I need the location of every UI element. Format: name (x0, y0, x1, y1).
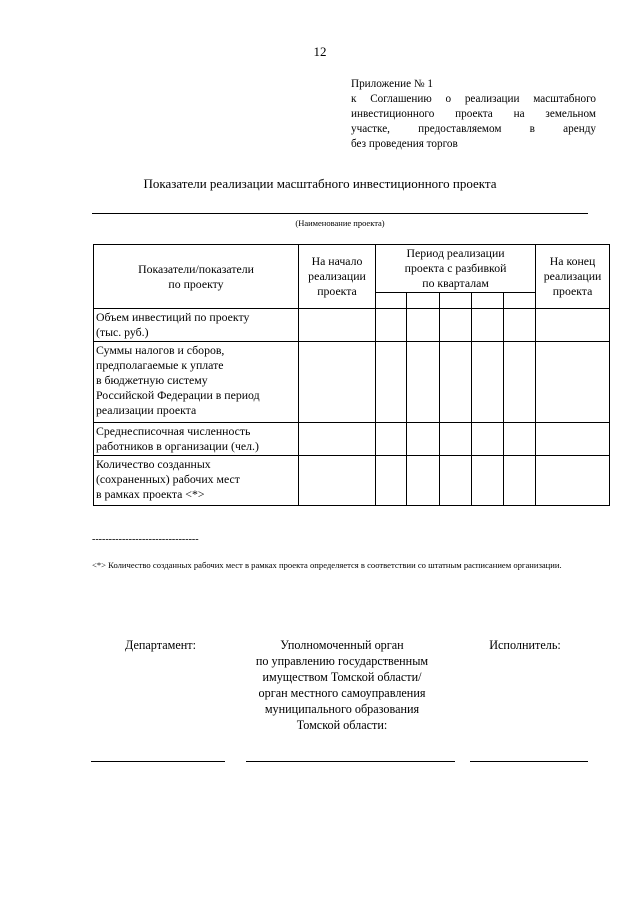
row-label-line: (сохраненных) рабочих мест (96, 472, 240, 486)
quarter-header-cell (376, 293, 407, 309)
appendix-line: к Соглашению о реализации масштабного (351, 93, 596, 105)
signature-authority-line: по управлению государственным (255, 654, 429, 668)
signature-line-department (91, 761, 225, 762)
signature-executor: Исполнитель: (489, 638, 561, 652)
data-cell (407, 423, 440, 456)
appendix-header (351, 77, 596, 152)
row-label-line: (тыс. руб.) (96, 325, 149, 339)
row-label-taxes (94, 342, 299, 423)
signature-line-executor (470, 761, 588, 762)
row-label-line: Среднесписочная численность (96, 424, 251, 438)
data-cell (472, 342, 504, 423)
signature-authority-line: Уполномоченный орган (280, 638, 404, 652)
header-end-line: На конец (549, 254, 596, 268)
header-start-line: проекта (317, 284, 357, 298)
data-cell (376, 309, 407, 342)
header-start-line: реализации (308, 269, 366, 283)
data-cell (504, 342, 536, 423)
data-cell (440, 309, 472, 342)
data-cell (440, 342, 472, 423)
table-row (94, 342, 610, 423)
row-label-line: работников в организации (чел.) (96, 439, 259, 453)
row-label-line: Количество созданных (96, 457, 211, 471)
header-period-line: по кварталам (422, 276, 489, 290)
data-cell (440, 423, 472, 456)
header-start-line: На начало (311, 254, 363, 268)
data-cell (299, 309, 376, 342)
document-title: Показатели реализации масштабного инвестиционного проекта (143, 176, 497, 191)
header-end-line: проекта (552, 284, 593, 298)
data-cell (407, 456, 440, 506)
data-cell (376, 423, 407, 456)
quarter-header-cell (407, 293, 440, 309)
header-indicators-line: Показатели/показатели (138, 261, 254, 276)
signature-authority-line: имуществом Томской области/ (262, 670, 422, 684)
appendix-line: инвестиционного проекта на земельном (351, 108, 596, 120)
row-label-headcount (94, 423, 299, 456)
header-period (376, 245, 536, 293)
row-label-line: Российской Федерации в период (96, 388, 260, 402)
row-label-line: Суммы налогов и сборов, (96, 343, 225, 357)
table-row (94, 456, 610, 506)
row-label-line: Объем инвестиций по проекту (96, 310, 250, 324)
data-cell (504, 423, 536, 456)
data-cell (536, 309, 610, 342)
data-cell (536, 342, 610, 423)
data-cell (472, 456, 504, 506)
data-cell (440, 456, 472, 506)
header-period-line: проекта с разбивкой (404, 261, 507, 275)
row-label-line: предполагаемые к уплате (96, 358, 224, 372)
header-end-line: реализации (543, 269, 602, 283)
data-cell (472, 309, 504, 342)
quarter-header-cell (440, 293, 472, 309)
data-cell (407, 342, 440, 423)
signature-line-authority (246, 761, 455, 762)
header-end (536, 245, 610, 309)
project-name-line (92, 213, 588, 214)
project-name-caption: (Наименование проекта) (295, 218, 385, 228)
signature-authority-line: муниципального образования (264, 702, 420, 716)
data-cell (299, 423, 376, 456)
data-cell (407, 309, 440, 342)
appendix-line: без проведения торгов (351, 138, 458, 150)
quarter-header-cell (472, 293, 504, 309)
signature-authority (232, 637, 452, 733)
footnote-text: <*> Количество созданных рабочих мест в рамках проекта определяется в соответствии со штатным расписанием организации. (92, 560, 562, 570)
table-row (94, 423, 610, 456)
row-label-jobs (94, 456, 299, 506)
quarter-header-cell (504, 293, 536, 309)
data-cell (536, 456, 610, 506)
row-label-line: в рамках проекта <*> (96, 487, 205, 501)
signature-department: Департамент: (125, 638, 196, 652)
signature-authority-line: орган местного самоуправления (258, 686, 426, 700)
signature-authority-line: Томской области: (296, 718, 388, 732)
data-cell (376, 342, 407, 423)
table-row (94, 309, 610, 342)
row-label-investments (94, 309, 299, 342)
data-cell (536, 423, 610, 456)
data-cell (504, 456, 536, 506)
data-cell (472, 423, 504, 456)
data-cell (376, 456, 407, 506)
row-label-line: реализации проекта (96, 403, 197, 417)
footnote-separator: -------------------------------- (92, 534, 199, 545)
data-cell (299, 342, 376, 423)
header-indicators (94, 245, 299, 309)
data-cell (504, 309, 536, 342)
header-period-line: Период реализации (406, 246, 505, 260)
header-indicators-line: по проекту (168, 276, 224, 291)
data-cell (299, 456, 376, 506)
page-number: 12 (313, 44, 327, 59)
appendix-line: участке, предоставляемом в аренду (351, 123, 596, 135)
header-start (299, 245, 376, 309)
indicators-table (93, 244, 610, 506)
appendix-title: Приложение № 1 (351, 78, 433, 90)
row-label-line: в бюджетную систему (96, 373, 208, 387)
